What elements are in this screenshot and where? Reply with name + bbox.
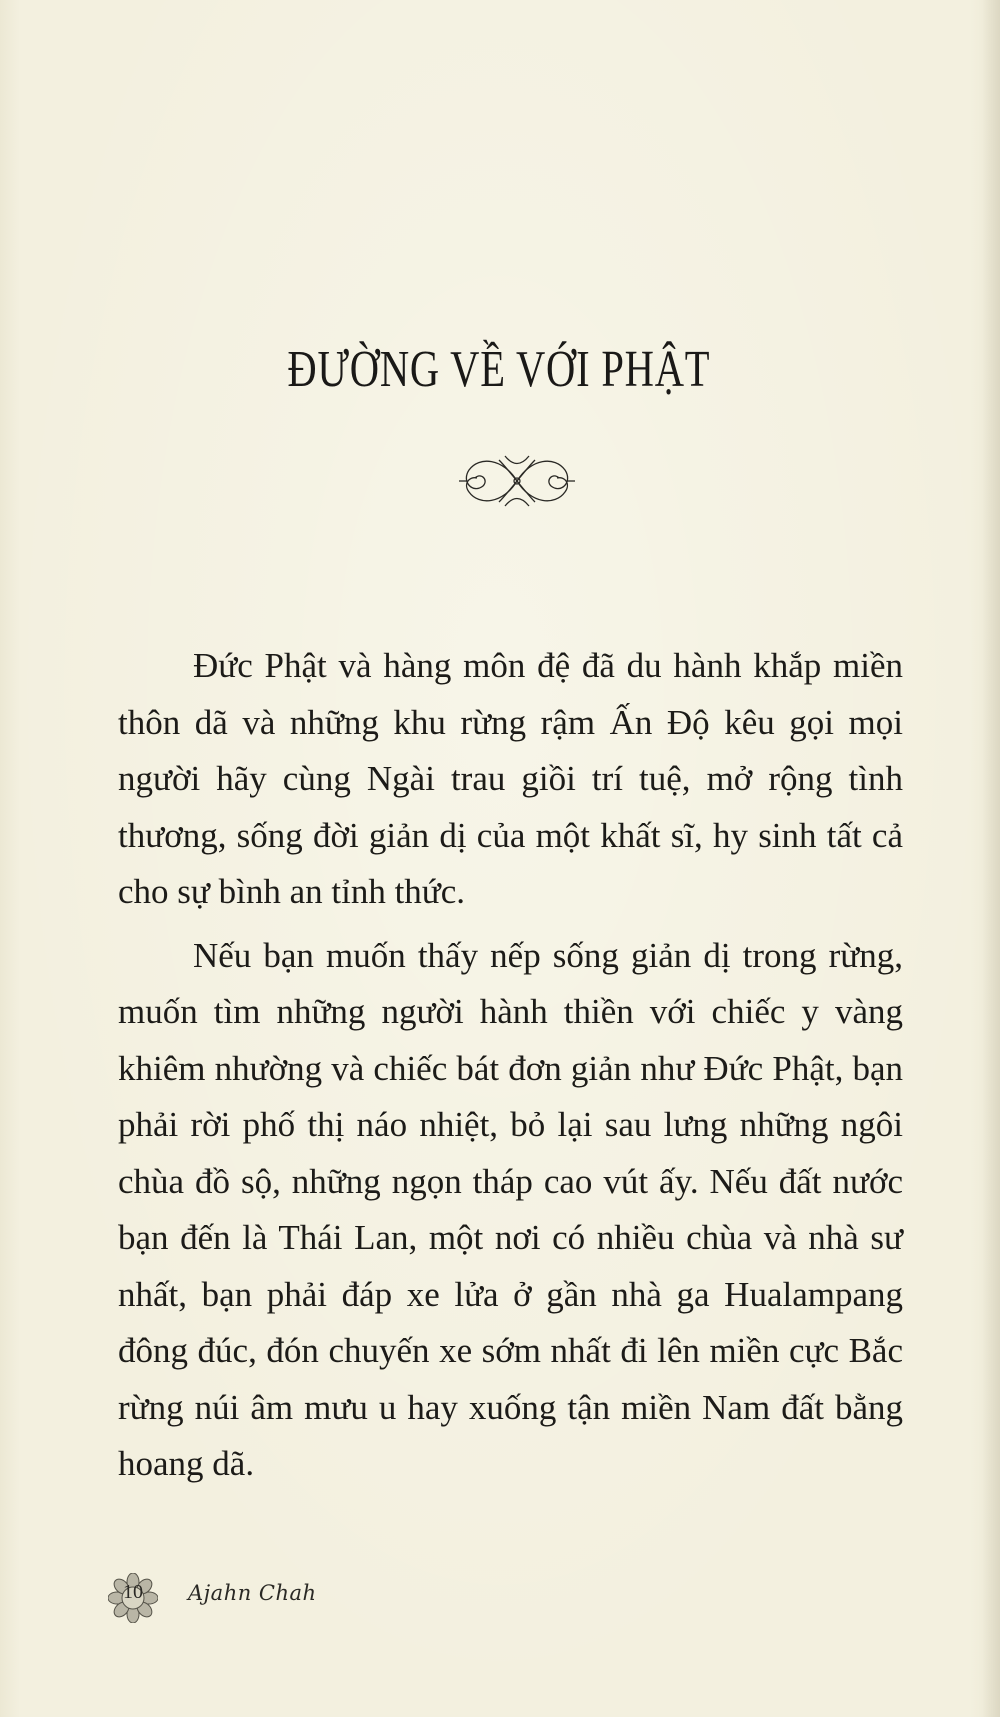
page-footer <box>108 1573 508 1623</box>
body-text <box>118 638 903 1493</box>
paragraph-1: Đức Phật và hàng môn đệ đã du hành khắp miền thôn dã và những khu rừng rậm Ấn Độ kêu gọi mọi người hãy cùng Ngài trau giồi trí tuệ, mở rộng tình thương, sống đời giản dị của một khất sĩ, hy sinh tất cả cho sự bình an tỉnh thức. <box>118 646 903 911</box>
paragraph-2: Nếu bạn muốn thấy nếp sống giản dị trong rừng, muốn tìm những người hành thiền với chiếc y vàng khiêm nhường và chiếc bát đơn giản như Đức Phật, bạn phải rời phố thị náo nhiệt, bỏ lại sau lưng những ngôi chùa đồ sộ, những ngọn tháp cao vút ấy. Nếu đất nước bạn đến là Thái Lan, một nơi có nhiều chùa và nhà sư nhất, bạn phải đáp xe lửa ở gần nhà ga Hualampang đông đúc, đón chuyến xe sớm nhất đi lên miền cực Bắc rừng núi âm mưu u hay xuống tận miền Nam đất bằng hoang dã. <box>118 935 903 1483</box>
running-header-author: Ajahn Chah <box>188 1581 317 1605</box>
page-number: 10 <box>123 1581 143 1603</box>
chapter-title: ĐƯỜNG VỀ VỚI PHẬT <box>287 341 711 398</box>
page-edge-shadow <box>982 0 1000 1717</box>
ornament-divider-icon <box>455 450 579 512</box>
